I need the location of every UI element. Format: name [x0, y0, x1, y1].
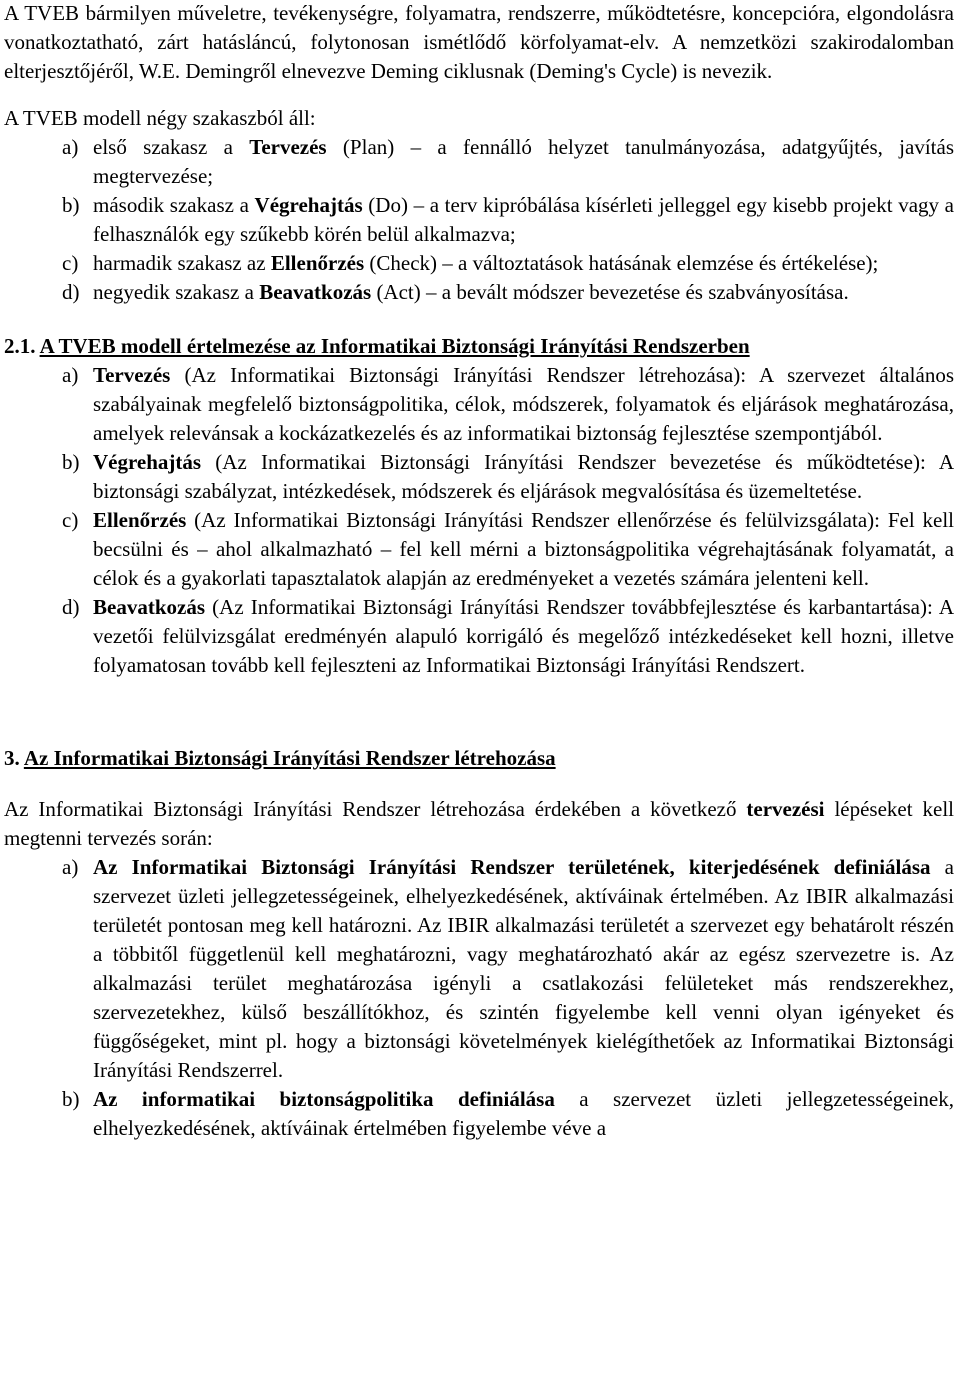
list-item	[4, 278, 954, 307]
model-stage-list	[4, 133, 954, 307]
list-marker: d)	[62, 595, 80, 619]
list-item	[4, 133, 954, 191]
item-text: (Az Informatikai Biztonsági Irányítási Rendszer bevezetése és működtetése): A biztonsági szabályzat, intézkedések, módszerek és eljárások megvalósítása és üzemeltetése.	[93, 450, 954, 503]
model-lead: A TVEB modell négy szakaszból áll:	[4, 106, 316, 130]
item-text: (Do) – a terv kipróbálása kísérleti jelleggel egy kisebb projekt vagy a felhasználók egy szűkebb körén belül alkalmazva;	[93, 193, 954, 246]
item-term: Tervezés	[249, 135, 327, 159]
section-2-1-list	[4, 361, 954, 680]
item-term: Ellenőrzés	[270, 251, 365, 275]
intro-paragraph: A TVEB bármilyen műveletre, tevékenységre, folyamatra, rendszerre, működtetésre, koncepcióra, elgondolásra vonatkoztatható, zárt hatásláncú, folytonosan ismétlődő körfolyamat-elv. A nemzetközi szakirodalomban elterjesztőjéről, W.E. Demingről elnevezve Deming ciklusnak (Deming's Cycle) is nevezik.	[4, 1, 954, 83]
list-marker: b)	[62, 450, 80, 474]
document-page	[4, 0, 954, 1143]
section-2-1-heading	[4, 332, 954, 361]
list-marker: b)	[62, 193, 80, 217]
item-text: (Az Informatikai Biztonsági Irányítási Rendszer továbbfejlesztése és karbantartása): A vezetői felülvizsgálat eredményén alapuló korrigáló és megelőző intézkedéseket kell hozni, illetve folyamatosan tovább kell fejleszteni az Informatikai Biztonsági Irányítási Rendszert.	[93, 595, 954, 677]
item-text: (Act) – a bevált módszer bevezetése és szabványosítása.	[371, 280, 849, 304]
item-text: első szakasz a	[93, 135, 250, 159]
item-text: negyedik szakasz a	[93, 280, 260, 304]
list-marker: a)	[62, 135, 79, 159]
list-item	[4, 448, 954, 506]
item-term: Végrehajtás	[254, 193, 363, 217]
item-text: második szakasz a	[93, 193, 255, 217]
list-marker: a)	[62, 363, 79, 387]
section-title: A TVEB modell értelmezése az Informatikai Biztonsági Irányítási Rendszerben	[39, 334, 750, 358]
item-term: Tervezés	[93, 363, 171, 387]
lead-text: lépéseket kell megtenni tervezés során:	[4, 797, 954, 850]
lead-text: Az Informatikai Biztonsági Irányítási Rendszer létrehozása érdekében a következő	[4, 797, 747, 821]
item-term: Ellenőrzés	[93, 508, 187, 532]
section-number: 3.	[4, 746, 20, 770]
item-text: (Az Informatikai Biztonsági Irányítási Rendszer létrehozása): A szervezet általános szabályainak megfelelő biztonságpolitika, célok, módszerek, folyamatok és eljárások meghatározása, amelyek relevánsak a kockázatkezelés és az informatikai biztonság fejlesztése szempontjából.	[93, 363, 954, 445]
list-marker: c)	[62, 251, 79, 275]
item-text: a szervezet üzleti jellegzetességeinek, elhelyezkedésének, aktíváinak értelmében. Az IBIR alkalmazási területét pontosan meg kell határozni. Az IBIR alkalmazási területét a szervezet egy behatárolt részén a többitől függetlenül kell meghatározni, vagy meghatározható akár az egész szervezetre is. Az alkalmazási terület meghatározása igényli a csatlakozási felületeket más rendszerekhez, szervezetekhez, külső beszállítókhoz, és szintén figyelembe kell venni olyan igényeket és függőségeket, mint pl. hogy a biztonsági követelmények kielégíthetőek az Informatikai Biztonsági Irányítási Rendszerrel.	[93, 855, 954, 1082]
item-text: harmadik szakasz az	[93, 251, 271, 275]
item-text: (Plan) – a fennálló helyzet tanulmányozása, adatgyűjtés, javítás megtervezése;	[93, 135, 955, 188]
list-marker: b)	[62, 1087, 80, 1111]
item-term: Beavatkozás	[93, 595, 205, 619]
list-marker: c)	[62, 508, 79, 532]
list-marker: a)	[62, 855, 79, 879]
item-term: Végrehajtás	[93, 450, 202, 474]
list-item	[4, 361, 954, 448]
list-item	[4, 1085, 954, 1143]
item-text: (Az Informatikai Biztonsági Irányítási Rendszer ellenőrzése és felülvizsgálata): Fel kell becsülni és – ahol alkalmazható – fel kell mérni a biztonságpolitika végrehajtásának folyamatát, a célok és a gyakorlati tapasztalatok alapján az eredményeket a vezetés számára jelenteni kell.	[93, 508, 954, 590]
section-3-lead	[4, 795, 954, 853]
item-term: Az informatikai biztonságpolitika definiálása	[93, 1087, 555, 1111]
section-number: 2.1.	[4, 334, 36, 358]
list-item	[4, 593, 954, 680]
section-3-heading	[4, 744, 954, 773]
list-marker: d)	[62, 280, 80, 304]
list-item	[4, 853, 954, 1085]
section-3-list	[4, 853, 954, 1143]
item-text: a szervezet üzleti jellegzetességeinek, elhelyezkedésének, aktíváinak értelmében figyelembe véve a	[93, 1087, 954, 1140]
item-term: Beavatkozás	[259, 280, 372, 304]
lead-term: tervezési	[746, 797, 825, 821]
item-text: (Check) – a változtatások hatásának elemzése és értékelése);	[364, 251, 879, 275]
list-item	[4, 249, 954, 278]
item-term: Az Informatikai Biztonsági Irányítási Rendszer területének, kiterjedésének definiálása	[93, 855, 931, 879]
section-title: Az Informatikai Biztonsági Irányítási Rendszer létrehozása	[23, 746, 556, 770]
list-item	[4, 506, 954, 593]
list-item	[4, 191, 954, 249]
